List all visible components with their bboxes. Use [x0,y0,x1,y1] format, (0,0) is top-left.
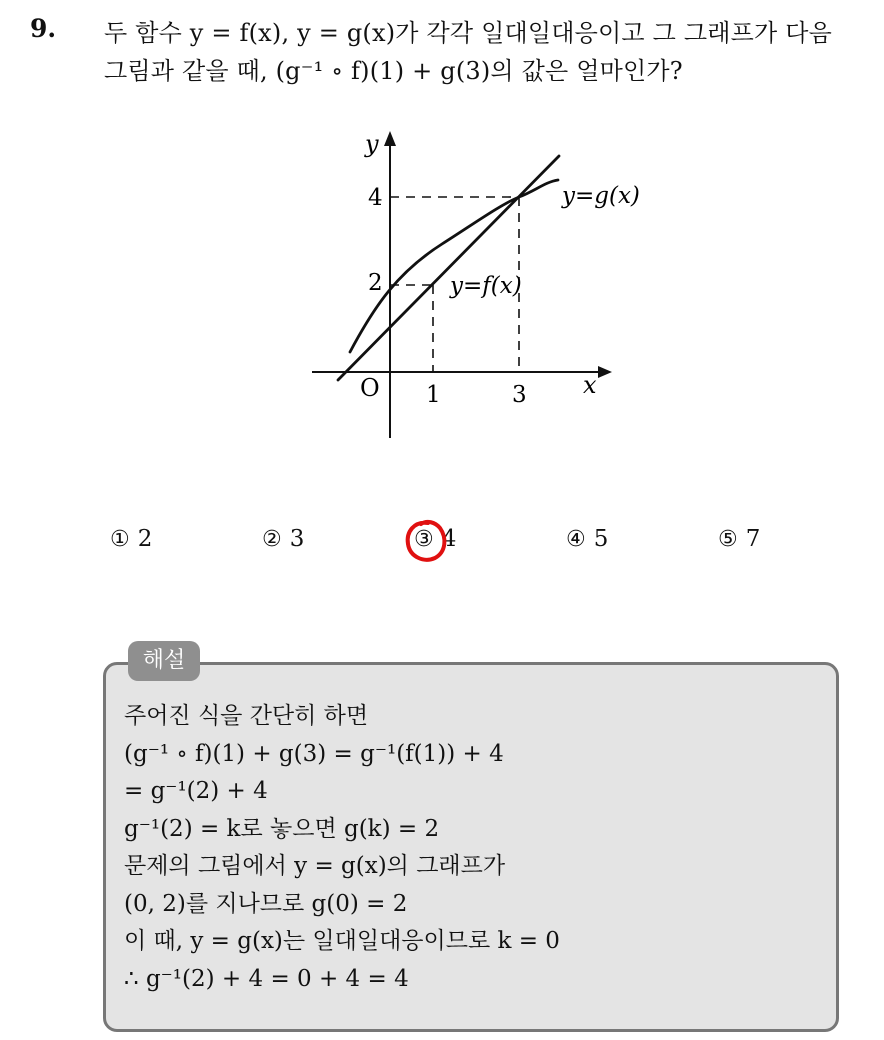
function-graph [0,0,884,500]
solution-line-8: ∴ g⁻¹(2) + 4 = 0 + 4 = 4 [124,965,409,992]
solution-line-2: (g⁻¹ ∘ f)(1) + g(3) = g⁻¹(f(1)) + 4 [124,740,504,767]
question-number: 9. [30,14,57,43]
solution-line-5: 문제의 그림에서 y = g(x)의 그래프가 [124,853,506,879]
choice-4[interactable] [566,526,608,552]
x-tick-1: 1 [426,382,441,408]
choice-2-value: 3 [289,526,305,552]
y-axis-label: y [365,130,379,158]
choice-1-mark: ① [110,527,130,552]
solution-line-7: 이 때, y = g(x)는 일대일대응이므로 k = 0 [124,928,560,954]
line-f-label: y=f(x) [450,273,522,299]
solution-line-4: g⁻¹(2) = k로 놓으면 g(k) = 2 [124,815,440,842]
choice-1-value: 2 [137,526,153,552]
y-tick-4: 4 [368,185,383,211]
choice-3-mark: ③ [414,527,434,552]
question-line-2: 그림과 같을 때, (g⁻¹ ∘ f)(1) + g(3)의 값은 얼마인가? [104,57,683,85]
solution-text [124,698,560,998]
solution-line-1: 주어진 식을 간단히 하면 [124,703,369,729]
choice-5[interactable] [718,526,760,552]
solution-line-3: = g⁻¹(2) + 4 [124,778,268,804]
question-line-1: 두 함수 y = f(x), y = g(x)가 각각 일대일대응이고 그 그래프가 다음 [104,19,832,47]
selected-answer-circle [402,514,452,570]
y-tick-2: 2 [368,270,383,296]
choice-5-mark: ⑤ [718,527,738,552]
solution-line-6: (0, 2)를 지나므로 g(0) = 2 [124,890,408,917]
choice-2-mark: ② [262,527,282,552]
choice-5-value: 7 [745,526,761,552]
y-axis-arrow [384,131,396,146]
choice-1[interactable] [110,526,152,552]
choice-3-value: 4 [441,526,457,552]
solution-tag: 해설 [128,641,200,681]
choice-2[interactable] [262,526,304,552]
origin-label: O [360,374,380,402]
x-tick-3: 3 [512,382,527,408]
choice-4-mark: ④ [566,527,586,552]
curve-g-label: y=g(x) [562,183,640,209]
x-axis-arrow [598,366,612,378]
x-axis-label: x [583,371,597,399]
choice-4-value: 5 [593,526,609,552]
